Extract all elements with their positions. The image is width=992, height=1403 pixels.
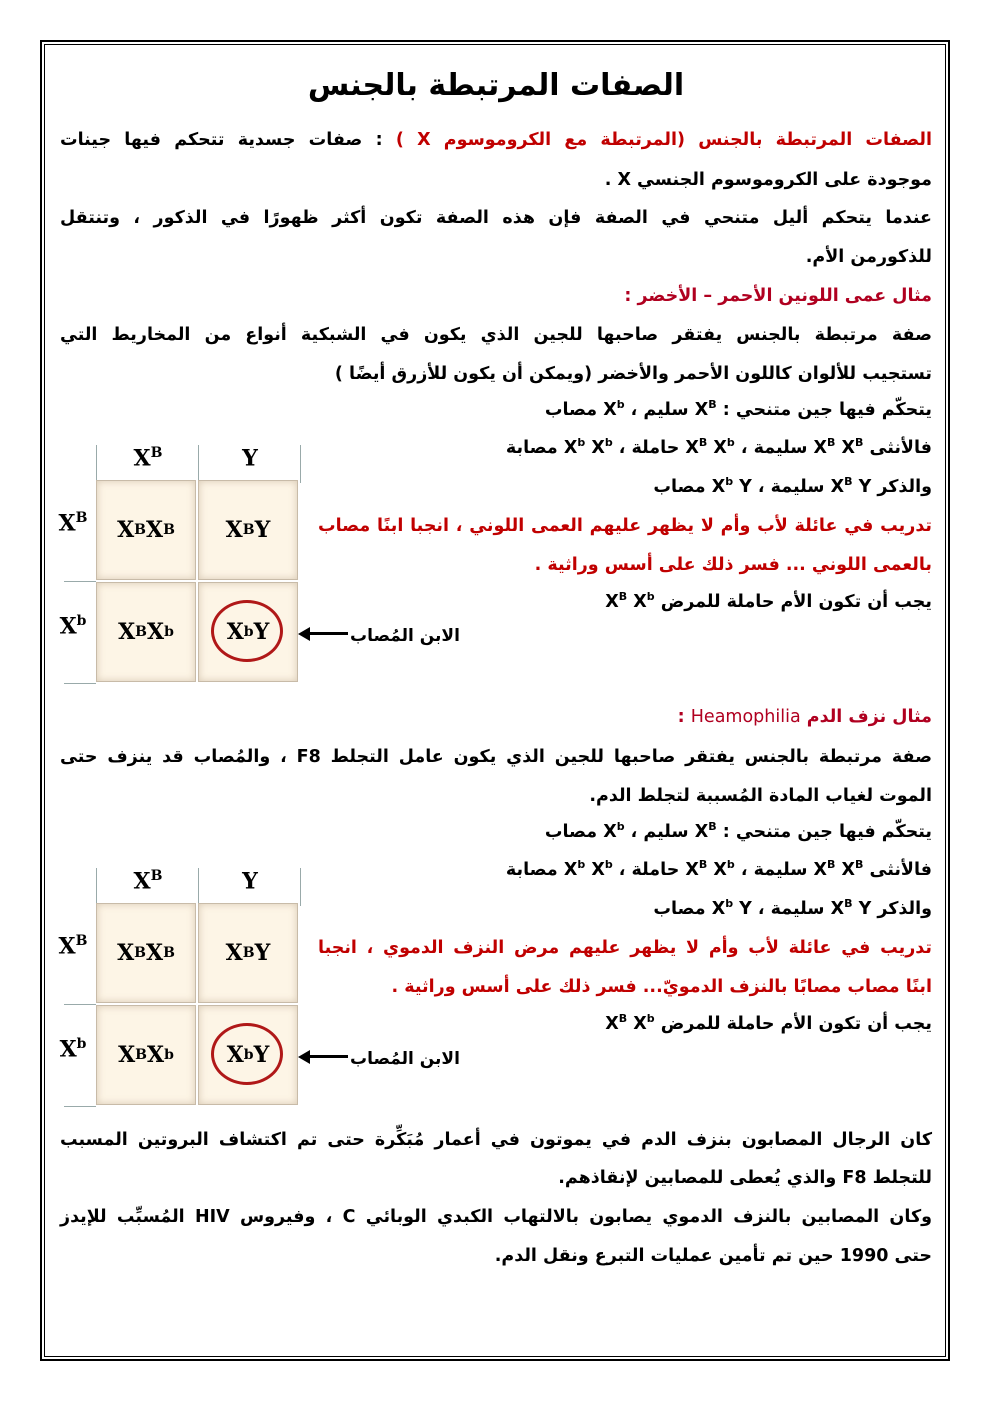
colorblind-female: فالأنثى $X^B$ $X^B$ سليمة ، $X^B$ $X^b$ حاملة ، $X^b$ $X^b$ مصابة (505, 436, 932, 458)
closing-p1-line-1: كان الرجال المصابون بنزف الدم في يموتون في أعمار مُبَكِّرة حتى تم اكتشاف البروتين المسبب (60, 1130, 932, 1150)
cell-Xb-Y: X b Y (198, 1005, 298, 1105)
grid-line (300, 445, 301, 483)
allele-sup: B (618, 1012, 628, 1026)
male-label: والذكر X (830, 899, 932, 919)
hemophilia-heading (678, 705, 932, 729)
heading-arabic: مثال نزف الدم (806, 707, 932, 727)
allele-sup: B (708, 820, 717, 834)
grid-line (96, 445, 97, 483)
female-affected: مصابة (505, 438, 564, 458)
control-affected: مصاب (544, 822, 604, 842)
col-header-1: $X^B$ (133, 868, 163, 895)
male-label: والذكر X (830, 477, 932, 497)
arrow-line (308, 1055, 348, 1058)
closing-p2-line-1: وكان المصابين بالنزف الدموي يصابون بالالتهاب الكبدي الوبائي C ، وفيروس HIV المُسبِّب للإيدز (60, 1207, 932, 1227)
hemophilia-control (545, 820, 932, 844)
intro-line-3: عندما يتحكم أليل متنحي في الصفة فإن هذه الصفة تكون أكثر ظهورًا في الذكور ، وتنتقل (60, 208, 932, 228)
allele-sup: b (646, 590, 655, 604)
closing-p1-line-2: للتجلط F8 والذي يُعطى للمصابين لإنقاذهم. (558, 1168, 932, 1188)
punnett-square-hemophilia (50, 858, 310, 1108)
control-healthy: سليم ، X (603, 822, 695, 842)
grid-line (64, 683, 96, 684)
allele-sup: b (577, 858, 586, 872)
grid-line (198, 868, 199, 906)
allele-sup: B (855, 436, 864, 450)
female-affected: مصابة (505, 860, 564, 880)
allele-sup: b (577, 436, 586, 450)
row-header-2: $X^b$ (59, 613, 87, 640)
allele-sup: B (708, 398, 717, 412)
hemophilia-male (653, 897, 932, 921)
female-healthy: سليمة ، X (685, 860, 814, 880)
allele-sup: b (604, 436, 613, 450)
control-affected: مصاب (544, 400, 604, 420)
colorblind-desc-1: صفة مرتبطة بالجنس يفتقر صاحبها للجين الذي يكون في الشبكية أنواع من المخاريط التي (60, 325, 932, 345)
cell-XB-Xb: X B X b (96, 1005, 196, 1105)
male-affected: Y مصاب (653, 477, 752, 497)
cell-XB-Y: X B Y (198, 903, 298, 1003)
colorblind-answer (605, 590, 932, 614)
female-label: فالأنثى X (813, 438, 932, 458)
affected-son-label: الابن المُصاب (350, 1049, 460, 1069)
control-healthy: سليم ، X (603, 400, 695, 420)
answer-tail: X (627, 592, 647, 612)
cell-Xb-Y: X b Y (198, 582, 298, 682)
affected-son-circle (211, 600, 283, 662)
intro-term: الصفات المرتبطة بالجنس (المرتبطة مع الكروموسوم X ) (395, 130, 932, 150)
intro-line-1 (60, 128, 932, 152)
cell-XB-XB: X B X B (96, 480, 196, 580)
hemophilia-female: فالأنثى $X^B$ $X^B$ سليمة ، $X^B$ $X^b$ حاملة ، $X^b$ $X^b$ مصابة (505, 858, 932, 880)
affected-son-circle (211, 1023, 283, 1085)
allele-sup: B (618, 590, 628, 604)
arrow-line (308, 632, 348, 635)
allele-sup: b (726, 858, 735, 872)
grid-line (96, 868, 97, 906)
allele-sup: B (855, 858, 864, 872)
hemophilia-exercise-2: ابنًا مصاب مصابًا بالنزف الدمويّ... فسر ذلك على أسس وراثية . (391, 977, 932, 997)
male-affected: Y مصاب (653, 899, 752, 919)
female-label: فالأنثى X (813, 860, 932, 880)
intro-line-2: موجودة على الكروموسوم الجنسي X . (604, 170, 932, 190)
allele-sup: b (646, 1012, 655, 1026)
grid-line (198, 445, 199, 483)
cell-XB-XB: X B X B (96, 903, 196, 1003)
grid-line (64, 1106, 96, 1107)
allele-sup: B (827, 436, 836, 450)
answer-tail: X (627, 1014, 647, 1034)
control-prefix: يتحكّم فيها جين متنحي : X (694, 400, 932, 420)
allele-sup: b (725, 475, 734, 489)
allele-sup: b (616, 398, 625, 412)
male-healthy: Y سليمة ، X (711, 477, 872, 497)
col-header-2: Y (242, 445, 258, 472)
allele-sup: b (604, 858, 613, 872)
cell-XB-Y: X B Y (198, 480, 298, 580)
colorblind-control (545, 398, 932, 422)
allele-sup: B (827, 858, 836, 872)
answer-text: يجب أن تكون الأم حاملة للمرض X (605, 1014, 932, 1034)
allele-sup: b (726, 436, 735, 450)
answer-text: يجب أن تكون الأم حاملة للمرض X (605, 592, 932, 612)
cell-XB-Xb: X B X b (96, 582, 196, 682)
female-carrier: حاملة ، X (563, 438, 686, 458)
row-header-1: $X^B$ (58, 933, 88, 960)
hemophilia-exercise-1: تدريب في عائلة لأب وأم لا يظهر عليهم مرض النزف الدموي ، انجبا (318, 938, 932, 958)
colorblind-male (653, 475, 932, 499)
hemophilia-desc-2: الموت لغياب المادة المُسببة لتجلط الدم. (589, 786, 932, 806)
intro-line-1-rest: : صفات جسدية تتحكم فيها جينات (60, 130, 396, 150)
allele-sup: B (698, 858, 708, 872)
female-healthy: سليمة ، X (685, 438, 814, 458)
grid-line (64, 581, 96, 582)
control-prefix: يتحكّم فيها جين متنحي : X (694, 822, 932, 842)
punnett-square-colorblind (50, 435, 310, 685)
intro-line-4: للذكورمن الأم. (805, 247, 932, 267)
female-carrier: حاملة ، X (563, 860, 686, 880)
colorblind-heading: مثال عمى اللونين الأحمر – الأخضر : (624, 286, 932, 306)
page-border (40, 40, 950, 1361)
closing-p2-line-2: حتى 1990 حين تم تأمين عمليات التبرع ونقل الدم. (494, 1246, 932, 1266)
heading-colon: : (677, 707, 691, 727)
hemophilia-desc-1: صفة مرتبطة بالجنس يفتقر صاحبها للجين الذي يكون عامل التجلط F8 ، والمُصاب قد ينزف حتى (60, 747, 932, 767)
male-healthy: Y سليمة ، X (711, 899, 872, 919)
row-header-1: $X^B$ (58, 510, 88, 537)
allele-sup: b (616, 820, 625, 834)
grid-line (64, 1004, 96, 1005)
allele-sup: B (844, 475, 853, 489)
hemophilia-answer (605, 1012, 932, 1036)
grid-line (300, 868, 301, 906)
allele-sup: B (698, 436, 708, 450)
col-header-2: Y (242, 868, 258, 895)
allele-sup: B (844, 897, 853, 911)
col-header-1: $X^B$ (133, 445, 163, 472)
colorblind-desc-2: تستجيب للألوان كاللون الأحمر والأخضر (ويمكن أن يكون للأزرق أيضًا ) (334, 364, 932, 384)
heading-english: Heamophilia (690, 707, 801, 727)
colorblind-exercise-2: بالعمى اللوني ... فسر ذلك على أسس وراثية . (534, 555, 932, 575)
allele-sup: b (725, 897, 734, 911)
affected-son-label: الابن المُصاب (350, 626, 460, 646)
row-header-2: $X^b$ (59, 1036, 87, 1063)
page-title: الصفات المرتبطة بالجنس (307, 68, 685, 103)
colorblind-exercise-1: تدريب في عائلة لأب وأم لا يظهر عليهم العمى اللوني ، انجبا ابنًا مصاب (318, 516, 932, 536)
